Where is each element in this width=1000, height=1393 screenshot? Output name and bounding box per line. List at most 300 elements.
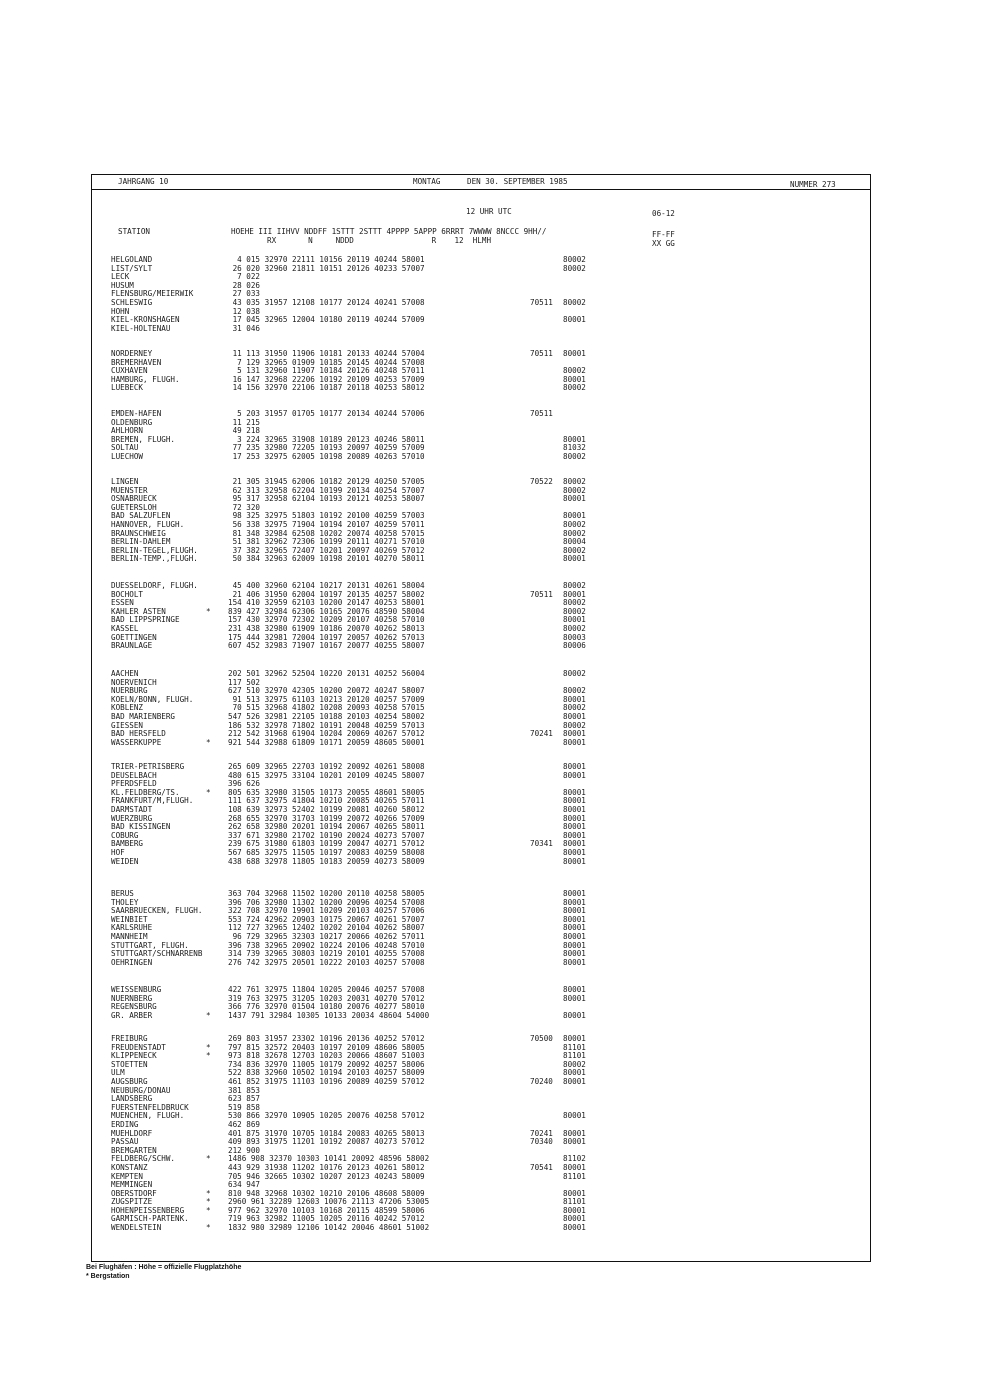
observation-codes: 438 688 32978 11805 10183 20059 40273 58009: [228, 856, 425, 866]
group-8-code: 80002: [563, 720, 586, 730]
observation-codes: 805 635 32980 31505 10173 20055 48601 58005: [228, 787, 425, 797]
group-8-code: 80001: [563, 787, 586, 797]
observation-codes: 268 655 32970 31703 10199 20072 40266 57009: [228, 813, 425, 823]
observation-codes: 530 866 32970 10905 10205 20076 40258 57012: [228, 1111, 425, 1121]
group-8-code: 80001: [563, 949, 586, 959]
observation-codes: 17 045 32965 12004 10180 20119 40244 57009: [228, 315, 425, 325]
group-8-code: 80006: [563, 641, 586, 651]
group-8-code: 80002: [563, 255, 586, 264]
observation-codes: 401 875 31970 10705 10184 20083 40265 58013: [228, 1128, 425, 1138]
group-8-code: 80001: [563, 897, 586, 907]
observation-codes: 49 218: [228, 426, 261, 436]
group-8-code: 80002: [563, 669, 586, 678]
group-8-code: 80002: [563, 545, 586, 555]
observation-codes: 977 962 32970 10103 10168 20115 48599 58006: [228, 1205, 425, 1215]
group-8-code: 80002: [563, 485, 586, 495]
time-range-label: 06-12: [652, 209, 675, 218]
station-name: GOETTINGEN: [111, 632, 157, 642]
station-name: COBURG: [111, 830, 139, 840]
station-name: MEMMINGEN: [111, 1180, 153, 1190]
ff-column-header-1: FF-FF: [652, 230, 675, 239]
group-8-code: 80002: [563, 366, 586, 376]
observation-codes: 462 869: [228, 1119, 261, 1129]
observation-codes: 719 963 32982 11005 10205 20116 40242 57012: [228, 1214, 425, 1224]
group-7-code: 70500: [530, 1034, 553, 1043]
group-8-code: 80001: [563, 589, 586, 599]
observation-codes: 21 406 31950 62004 10197 20135 40257 58002: [228, 589, 425, 599]
mountain-marker: *: [206, 737, 211, 747]
group-8-code: 80001: [563, 694, 586, 704]
station-name: DARMSTADT: [111, 804, 153, 814]
observation-codes: 839 427 32984 62306 10165 20076 48590 58004: [228, 606, 425, 616]
observation-codes: 461 852 31975 11103 10196 20089 40259 57012: [228, 1076, 425, 1086]
observation-codes: 623 857: [228, 1094, 261, 1104]
station-name: NUERNBERG: [111, 993, 153, 1003]
group-8-code: 80001: [563, 822, 586, 832]
station-name: MUENCHEN, FLUGH.: [111, 1111, 185, 1121]
group-8-code: 80001: [563, 374, 586, 384]
observation-codes: 17 253 32975 62005 10198 20089 40263 57010: [228, 451, 425, 461]
issue-number: NUMMER 273: [790, 180, 836, 189]
group-8-code: 80001: [563, 839, 586, 849]
station-name: LANDSBERG: [111, 1094, 153, 1104]
station-name: WEINBIET: [111, 914, 148, 924]
observation-codes: 5 131 32960 11907 10184 20126 40248 57011: [228, 366, 425, 376]
group-8-code: 80001: [563, 1111, 586, 1121]
observation-codes: 4 015 32970 22111 10156 20119 40244 58001: [228, 255, 425, 264]
observation-codes: 567 685 32975 11505 10197 20083 40259 58008: [228, 847, 425, 857]
station-name: SOLTAU: [111, 443, 139, 453]
ff-column-header-2: XX GG: [652, 239, 675, 248]
group-8-code: 80001: [563, 511, 586, 521]
station-name: SAARBRUECKEN, FLUGH.: [111, 906, 203, 916]
group-8-code: 80001: [563, 1162, 586, 1172]
station-name: WUERZBURG: [111, 813, 153, 823]
station-name: KAHLER ASTEN: [111, 606, 166, 616]
station-name: LUECHOW: [111, 451, 144, 461]
observation-codes: 422 761 32975 11804 10205 20046 40257 57008: [228, 985, 425, 994]
observation-codes: 381 853: [228, 1085, 261, 1095]
observation-codes: 522 838 32960 10502 10194 20103 40257 58009: [228, 1068, 425, 1078]
group-8-code: 80001: [563, 1010, 586, 1020]
station-name: ULM: [111, 1068, 125, 1078]
observation-codes: 56 338 32975 71904 10194 20107 40259 57011: [228, 519, 425, 529]
group-8-code: 80001: [563, 1068, 586, 1078]
mountain-marker: *: [206, 1223, 211, 1233]
station-name: STUTTGART/SCHNARRENB: [111, 949, 203, 959]
observation-codes: 31 046: [228, 323, 261, 333]
station-name: HELGOLAND: [111, 255, 153, 264]
observation-codes: 337 671 32980 21702 10190 20024 40273 57007: [228, 830, 425, 840]
observation-codes: 480 615 32975 33104 10201 20109 40245 58007: [228, 770, 425, 780]
observation-codes: 7 022: [228, 272, 261, 282]
station-name: OSNABRUECK: [111, 494, 157, 504]
group-8-code: 80001: [563, 1128, 586, 1138]
observation-codes: 157 430 32970 72302 10209 20107 40258 57010: [228, 615, 425, 625]
group-7-code: 70241: [530, 1128, 553, 1138]
group-8-code: 80001: [563, 770, 586, 780]
group-8-code: 80001: [563, 940, 586, 950]
station-name: FUERSTENFELDBRUCK: [111, 1102, 189, 1112]
mountain-marker: *: [206, 1051, 211, 1061]
station-name: GIESSEN: [111, 720, 144, 730]
observation-codes: 45 400 32960 62104 10217 20131 40261 58004: [228, 581, 425, 590]
observation-codes: 2960 961 32289 12603 10076 21113 47206 53005: [228, 1197, 430, 1207]
observation-codes: 70 515 32968 41802 10208 20093 40258 57015: [228, 703, 425, 713]
observation-codes: 202 501 32962 52504 10220 20131 40252 56004: [228, 669, 425, 678]
station-name: KONSTANZ: [111, 1162, 148, 1172]
station-name: BAMBERG: [111, 839, 144, 849]
group-8-code: 80002: [563, 606, 586, 616]
group-8-code: 80001: [563, 993, 586, 1003]
observation-codes: 547 526 32981 22105 10188 20103 40254 58002: [228, 711, 425, 721]
station-name: CUXHAVEN: [111, 366, 148, 376]
observation-codes: 734 836 32970 11005 10179 20092 40257 58006: [228, 1059, 425, 1069]
observation-codes: 14 156 32970 22106 10187 20118 40253 58012: [228, 383, 425, 393]
observation-codes: 276 742 32975 20501 10222 20103 40257 57008: [228, 957, 425, 967]
station-name: DEUSELBACH: [111, 770, 157, 780]
station-name: HOF: [111, 847, 125, 857]
station-name: OLDENBURG: [111, 417, 153, 427]
observation-codes: 27 033: [228, 289, 261, 299]
group-8-code: 80002: [563, 519, 586, 529]
group-8-code: 81101: [563, 1051, 586, 1061]
group-8-code: 81032: [563, 443, 586, 453]
station-name: KLIPPENECK: [111, 1051, 157, 1061]
group-8-code: 80001: [563, 985, 586, 994]
group-8-code: 80002: [563, 451, 586, 461]
group-7-code: 70522: [530, 477, 553, 486]
group-8-code: 80001: [563, 1205, 586, 1215]
observation-codes: 810 948 32968 10302 10210 20106 48608 58009: [228, 1188, 425, 1198]
group-8-code: 80003: [563, 632, 586, 642]
observation-codes: 319 763 32975 31205 10203 20031 40270 57012: [228, 993, 425, 1003]
station-name: KARLSRUHE: [111, 923, 153, 933]
group-8-code: 80001: [563, 804, 586, 814]
station-name: GARMISCH-PARTENK.: [111, 1214, 189, 1224]
station-name: THOLEY: [111, 897, 139, 907]
group-7-code: 70241: [530, 729, 553, 739]
station-name: BRAUNSCHWEIG: [111, 528, 166, 538]
observation-codes: 3 224 32965 31908 10189 20123 40246 58011: [228, 434, 425, 444]
observation-codes: 43 035 31957 12108 10177 20124 40241 57008: [228, 297, 425, 307]
observation-codes: 1832 980 32989 12106 10142 20046 48601 51002: [228, 1223, 430, 1233]
station-name: SCHLESWIG: [111, 297, 153, 307]
observation-codes: 627 510 32970 42305 10200 20072 40247 58007: [228, 686, 425, 696]
station-name: LUEBECK: [111, 383, 144, 393]
station-name: NOERVENICH: [111, 677, 157, 687]
station-name: KEMPTEN: [111, 1171, 144, 1181]
observation-codes: 322 708 32970 19901 10209 20103 40257 57006: [228, 906, 425, 916]
station-name: HOHN: [111, 306, 130, 316]
group-8-code: 80001: [563, 1034, 586, 1043]
date-label: DEN 30. SEPTEMBER 1985: [467, 177, 568, 186]
station-name: AUGSBURG: [111, 1076, 148, 1086]
station-name: GUETERSLOH: [111, 502, 157, 512]
observation-codes: 705 946 32665 10302 10207 20123 40243 58009: [228, 1171, 425, 1181]
mountain-marker: *: [206, 1197, 211, 1207]
group-8-code: 80001: [563, 349, 586, 358]
group-8-code: 80002: [563, 297, 586, 307]
station-name: BREMGARTEN: [111, 1145, 157, 1155]
group-8-code: 80002: [563, 703, 586, 713]
station-name: BAD KISSINGEN: [111, 822, 171, 832]
group-8-code: 80001: [563, 729, 586, 739]
station-name: WEIDEN: [111, 856, 139, 866]
observation-codes: 108 639 32973 52402 10199 20081 40260 58012: [228, 804, 425, 814]
station-name: OBERSTDORF: [111, 1188, 157, 1198]
station-name: KOBLENZ: [111, 703, 144, 713]
mountain-marker: *: [206, 787, 211, 797]
station-name: ERDING: [111, 1119, 139, 1129]
observation-codes: 51 381 32962 72306 10199 20111 40271 57010: [228, 537, 425, 547]
observation-codes: 262 658 32980 20201 10194 20067 40265 58011: [228, 822, 425, 832]
observation-codes: 154 410 32959 62103 10200 20147 40253 58001: [228, 598, 425, 608]
observation-codes: 117 502: [228, 677, 261, 687]
station-name: NORDERNEY: [111, 349, 153, 358]
group-8-code: 80004: [563, 537, 586, 547]
group-8-code: 80001: [563, 1137, 586, 1147]
mountain-marker: *: [206, 1205, 211, 1215]
observation-codes: 1486 908 32370 10303 10141 20092 48596 58002: [228, 1154, 430, 1164]
group-8-code: 80001: [563, 914, 586, 924]
group-7-code: 70240: [530, 1076, 553, 1086]
observation-codes: 111 637 32975 41804 10210 20085 40265 57011: [228, 796, 425, 806]
station-name: WASSERKUPPE: [111, 737, 162, 747]
observation-codes: 973 818 32678 12703 10203 20066 48607 51003: [228, 1051, 425, 1061]
group-8-code: 80001: [563, 434, 586, 444]
station-name: BRAUNLAGE: [111, 641, 153, 651]
station-name: STOETTEN: [111, 1059, 148, 1069]
group-8-code: 80001: [563, 762, 586, 771]
station-name: HOHENPEISSENBERG: [111, 1205, 185, 1215]
station-name: BERLIN-DAHLEM: [111, 537, 171, 547]
station-name: LINGEN: [111, 477, 139, 486]
observation-codes: 396 738 32965 20902 10224 20106 40248 57010: [228, 940, 425, 950]
observation-codes: 96 729 32965 32303 10217 20066 40262 57011: [228, 931, 425, 941]
group-8-code: 80001: [563, 856, 586, 866]
station-column-header: STATION: [118, 227, 151, 236]
group-8-code: 80001: [563, 1188, 586, 1198]
station-name: MUEHLDORF: [111, 1128, 153, 1138]
mountain-marker: *: [206, 1154, 211, 1164]
observation-codes: 175 444 32981 72004 10197 20057 40262 57013: [228, 632, 425, 642]
station-name: PFERDSFELD: [111, 779, 157, 789]
station-name: FREIBURG: [111, 1034, 148, 1043]
time-label: 12 UHR UTC: [466, 207, 512, 216]
group-7-code: 70511: [530, 589, 553, 599]
group-8-code: 80001: [563, 1223, 586, 1233]
group-7-code: 70511: [530, 297, 553, 307]
station-name: HUSUM: [111, 280, 134, 290]
station-name: WEISSENBURG: [111, 985, 162, 994]
observation-codes: 409 893 31975 11201 10192 20087 40273 57012: [228, 1137, 425, 1147]
group-8-code: 80002: [563, 581, 586, 590]
observation-codes: 81 348 32984 62508 10202 20074 40258 57015: [228, 528, 425, 538]
station-name: DUESSELDORF, FLUGH.: [111, 581, 198, 590]
station-name: EMDEN-HAFEN: [111, 409, 162, 418]
station-name: REGENSBURG: [111, 1002, 157, 1012]
group-8-code: 80001: [563, 957, 586, 967]
station-name: BREMERHAVEN: [111, 357, 162, 367]
station-name: MANNHEIM: [111, 931, 148, 941]
observation-codes: 607 452 32983 71907 10167 20077 40255 58007: [228, 641, 425, 651]
group-8-code: 80001: [563, 813, 586, 823]
station-name: AACHEN: [111, 669, 139, 678]
observation-codes: 396 626: [228, 779, 261, 789]
station-name: TRIER-PETRISBERG: [111, 762, 185, 771]
station-name: OEHRINGEN: [111, 957, 153, 967]
station-name: BAD MARIENBERG: [111, 711, 176, 721]
station-name: HANNOVER, FLUGH.: [111, 519, 185, 529]
station-name: HAMBURG, FLUGH.: [111, 374, 180, 384]
station-name: FREUDENSTADT: [111, 1042, 166, 1052]
observation-codes: 212 900: [228, 1145, 261, 1155]
observation-codes: 396 706 32980 11302 10200 20096 40254 57008: [228, 897, 425, 907]
group-7-code: 70341: [530, 839, 553, 849]
group-7-code: 70541: [530, 1162, 553, 1172]
observation-codes: 519 858: [228, 1102, 261, 1112]
station-name: BERLIN-TEGEL,FLUGH.: [111, 545, 198, 555]
observation-codes: 16 147 32968 22206 10192 20109 40253 57009: [228, 374, 425, 384]
group-8-code: 80001: [563, 315, 586, 325]
observation-codes: 112 727 32965 12402 10202 20104 40262 58007: [228, 923, 425, 933]
day-label: MONTAG: [413, 177, 441, 186]
station-name: AHLHORN: [111, 426, 144, 436]
group-7-code: 70511: [530, 349, 553, 358]
observation-codes: 212 542 31968 61904 10204 20069 40267 57012: [228, 729, 425, 739]
group-8-code: 80001: [563, 847, 586, 857]
observation-codes: 7 129 32965 01909 10185 20145 40244 57008: [228, 357, 425, 367]
observation-codes: 231 438 32980 61909 10186 20070 40262 58013: [228, 623, 425, 633]
observation-codes: 239 675 31980 61803 10199 20047 40271 57012: [228, 839, 425, 849]
observation-codes: 21 305 31945 62006 10182 20129 40250 57005: [228, 477, 425, 486]
station-name: BAD LIPPSPRINGE: [111, 615, 180, 625]
observation-codes: 797 815 32572 20403 10197 20109 48606 58005: [228, 1042, 425, 1052]
station-name: NEUBURG/DONAU: [111, 1085, 171, 1095]
station-name: STUTTGART, FLUGH.: [111, 940, 189, 950]
station-name: KIEL-HOLTENAU: [111, 323, 171, 333]
observation-codes: 12 038: [228, 306, 261, 316]
observation-codes: 98 325 32975 51803 10192 20100 40259 57003: [228, 511, 425, 521]
observation-codes: 314 739 32965 30803 10219 20101 40255 57008: [228, 949, 425, 959]
group-8-code: 80002: [563, 598, 586, 608]
group-8-code: 80001: [563, 931, 586, 941]
group-8-code: 80002: [563, 1059, 586, 1069]
observation-codes: 921 544 32988 61809 10171 20059 48605 50001: [228, 737, 425, 747]
group-8-code: 80001: [563, 1076, 586, 1086]
group-8-code: 80001: [563, 830, 586, 840]
footnote-airports: Bei Flughäfen : Höhe = offizielle Flugplatzhöhe: [86, 1264, 242, 1271]
observation-codes: 1437 791 32984 10305 10133 20034 48604 54000: [228, 1010, 430, 1020]
station-name: MUENSTER: [111, 485, 148, 495]
observation-codes: 28 026: [228, 280, 261, 290]
station-name: BERUS: [111, 889, 134, 898]
bulletin-frame: [91, 174, 871, 1262]
group-8-code: 80002: [563, 263, 586, 273]
observation-codes: 95 317 32958 62104 10193 20121 40253 58007: [228, 494, 425, 504]
group-8-code: 80002: [563, 623, 586, 633]
station-name: LIST/SYLT: [111, 263, 153, 273]
group-8-code: 80001: [563, 615, 586, 625]
observation-codes: 91 513 32975 61103 10213 20120 40257 57009: [228, 694, 425, 704]
observation-codes: 443 929 31938 11202 10176 20123 40261 58012: [228, 1162, 425, 1172]
group-8-code: 80001: [563, 1214, 586, 1224]
station-name: FELDBERG/SCHW.: [111, 1154, 176, 1164]
group-7-code: 70340: [530, 1137, 553, 1147]
station-name: PASSAU: [111, 1137, 139, 1147]
group-8-code: 80001: [563, 494, 586, 504]
group-8-code: 81101: [563, 1171, 586, 1181]
station-name: NUERBURG: [111, 686, 148, 696]
observation-codes: 37 382 32965 72407 10201 20097 40269 57012: [228, 545, 425, 555]
observation-codes: 62 313 32958 62204 10199 20134 40254 57007: [228, 485, 425, 495]
group-8-code: 81102: [563, 1154, 586, 1164]
observation-codes: 269 803 31957 23302 10196 20136 40252 57012: [228, 1034, 425, 1043]
observation-codes: 186 532 32978 71802 10191 20048 40259 57013: [228, 720, 425, 730]
station-name: FRANKFURT/M,FLUGH.: [111, 796, 194, 806]
observation-codes: 366 776 32970 01504 10180 20076 40277 58010: [228, 1002, 425, 1012]
station-name: GR. ARBER: [111, 1010, 153, 1020]
group-8-code: 80002: [563, 383, 586, 393]
observation-codes: 363 704 32968 11502 10200 20110 40258 58005: [228, 889, 425, 898]
group-8-code: 80001: [563, 554, 586, 564]
group-8-code: 81101: [563, 1197, 586, 1207]
station-name: KIEL-KRONSHAGEN: [111, 315, 180, 325]
station-name: BERLIN-TEMP.,FLUGH.: [111, 554, 198, 564]
group-8-code: 80002: [563, 686, 586, 696]
group-8-code: 80001: [563, 923, 586, 933]
header-divider: [91, 189, 871, 190]
mountain-marker: *: [206, 1042, 211, 1052]
station-name: ZUGSPITZE: [111, 1197, 153, 1207]
group-7-code: 70511: [530, 409, 553, 418]
station-name: BOCHOLT: [111, 589, 144, 599]
station-name: LECK: [111, 272, 130, 282]
station-name: BREMEN, FLUGH.: [111, 434, 176, 444]
group-8-code: 80002: [563, 528, 586, 538]
observation-codes: 265 609 32965 22703 10192 20092 40261 58008: [228, 762, 425, 771]
observation-codes: 72 320: [228, 502, 261, 512]
station-name: KOELN/BONN, FLUGH.: [111, 694, 194, 704]
jahrgang-label: JAHRGANG 10: [118, 177, 169, 186]
mountain-marker: *: [206, 1010, 211, 1020]
station-name: BAD SALZUFLEN: [111, 511, 171, 521]
observation-codes: 634 947: [228, 1180, 261, 1190]
group-8-code: 80002: [563, 477, 586, 486]
station-name: ESSEN: [111, 598, 134, 608]
footnote-mountain: * Bergstation: [86, 1273, 130, 1280]
group-8-code: 80001: [563, 737, 586, 747]
group-8-code: 80001: [563, 711, 586, 721]
group-8-code: 80001: [563, 906, 586, 916]
station-name: KASSEL: [111, 623, 139, 633]
group-8-code: 80001: [563, 796, 586, 806]
observation-codes: 5 203 31957 01705 10177 20134 40244 57006: [228, 409, 425, 418]
observation-codes: 26 020 32960 21811 10151 20126 40233 57007: [228, 263, 425, 273]
mountain-marker: *: [206, 1188, 211, 1198]
observation-codes: 11 113 31950 11906 10181 20133 40244 57004: [228, 349, 425, 358]
station-name: FLENSBURG/MEIERWIK: [111, 289, 194, 299]
observation-codes: 11 215: [228, 417, 261, 427]
code-column-header-2: RX N NDDD R 12 HLMH: [267, 236, 492, 245]
mountain-marker: *: [206, 606, 211, 616]
observation-codes: 50 384 32963 62009 10198 20101 40270 58011: [228, 554, 425, 564]
observation-codes: 553 724 42962 20903 10175 20067 40261 57007: [228, 914, 425, 924]
station-name: BAD HERSFELD: [111, 729, 166, 739]
group-8-code: 81101: [563, 1042, 586, 1052]
observation-codes: 77 235 32980 72205 10193 20097 40259 57009: [228, 443, 425, 453]
